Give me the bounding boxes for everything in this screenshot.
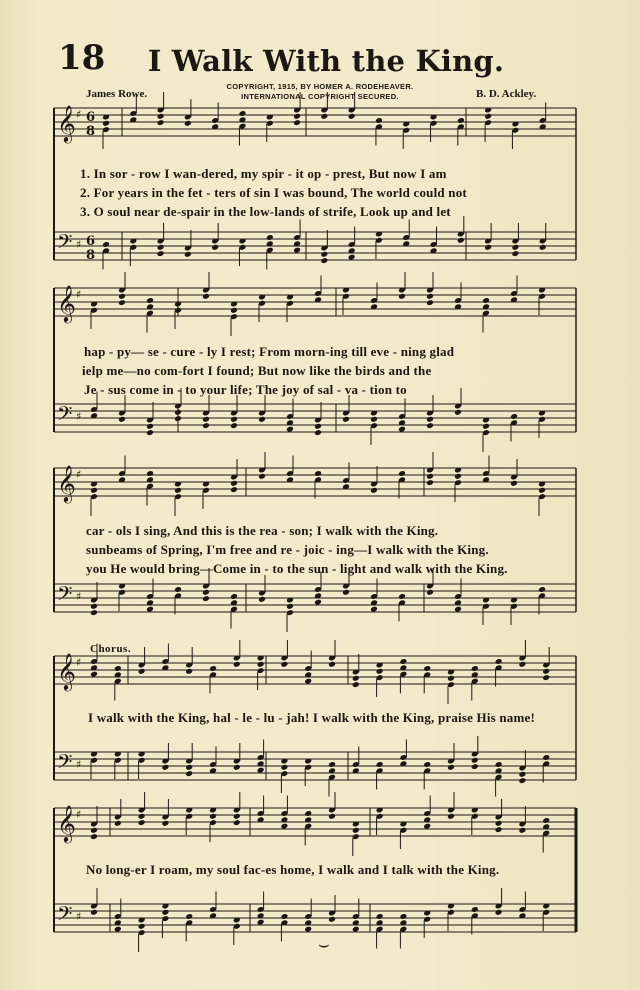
- note-head: [320, 113, 328, 120]
- note-head: [90, 609, 98, 616]
- note-head: [511, 244, 519, 251]
- note-head: [185, 668, 193, 675]
- lyric-line: 2. For years in the fet - ters of sin I was bound, The world could not: [80, 185, 467, 200]
- note-head: [211, 244, 219, 251]
- note-head: [320, 257, 328, 264]
- note-head: [138, 819, 146, 826]
- lyric-line: 3. O soul near de-spair in the low-lands of strife, Look up and let: [80, 204, 451, 219]
- bass-clef-icon: 𝄢: [57, 402, 73, 430]
- time-signature: 6: [86, 110, 96, 125]
- note-head: [511, 250, 519, 257]
- lyricist-credit: James Rowe.: [86, 88, 148, 100]
- lyric-line: No long-er I roam, my soul fac-es home, I walk and I talk with the King.: [86, 862, 500, 877]
- copyright-line: INTERNATIONAL COPYRIGHT SECURED.: [241, 92, 399, 101]
- note-head: [471, 757, 479, 764]
- note-head: [454, 473, 462, 480]
- note-head: [230, 422, 238, 429]
- note-head: [542, 674, 550, 681]
- note-head: [352, 675, 360, 682]
- note-head: [542, 668, 550, 675]
- note-head: [484, 113, 492, 120]
- note-head: [471, 665, 479, 672]
- note-head: [161, 764, 169, 771]
- note-head: [202, 422, 210, 429]
- note-head: [423, 761, 431, 768]
- note-head: [230, 307, 238, 314]
- treble-clef-icon: 𝄞: [57, 284, 76, 322]
- key-signature-sharp-icon: ♯: [76, 910, 82, 923]
- note-head: [370, 487, 378, 494]
- note-head: [185, 770, 193, 777]
- note-head: [370, 606, 378, 613]
- bass-clef-icon: 𝄢: [57, 582, 73, 610]
- note-head: [304, 678, 312, 685]
- note-head: [114, 820, 122, 827]
- note-head: [185, 764, 193, 771]
- note-head: [174, 586, 182, 593]
- note-head: [258, 596, 266, 603]
- key-signature-sharp-icon: ♯: [76, 108, 82, 121]
- note-head: [426, 479, 434, 486]
- note-head: [230, 486, 238, 493]
- note-head: [286, 603, 294, 610]
- lyric-line: I walk with the King, hal - le - lu - jah! I walk with the King, praise His name!: [88, 710, 536, 725]
- note-head: [239, 110, 247, 117]
- note-head: [230, 416, 238, 423]
- note-head: [495, 658, 503, 665]
- note-head: [328, 813, 336, 820]
- note-head: [157, 244, 165, 251]
- note-head: [230, 593, 238, 600]
- time-signature: 8: [86, 124, 96, 139]
- note-head: [233, 764, 241, 771]
- note-head: [376, 761, 384, 768]
- note-head: [233, 819, 241, 826]
- note-head: [342, 416, 350, 423]
- note-head: [426, 473, 434, 480]
- treble-clef-icon: 𝄞: [57, 104, 76, 142]
- note-head: [146, 429, 154, 436]
- note-head: [174, 415, 182, 422]
- note-head: [376, 668, 384, 675]
- note-head: [157, 113, 165, 120]
- note-head: [280, 764, 288, 771]
- note-head: [293, 247, 301, 254]
- note-head: [138, 668, 146, 675]
- note-head: [118, 416, 126, 423]
- bass-clef-icon: 𝄢: [57, 230, 73, 258]
- note-head: [146, 606, 154, 613]
- note-head: [398, 426, 406, 433]
- note-head: [454, 409, 462, 416]
- note-head: [202, 293, 210, 300]
- note-head: [510, 413, 518, 420]
- note-head: [90, 671, 98, 678]
- treble-clef-icon: 𝄞: [57, 464, 76, 502]
- note-head: [138, 813, 146, 820]
- note-head: [495, 826, 503, 833]
- lyric-line: Je - sus come in - to your life; The joy of sal - va - tion to: [84, 382, 407, 397]
- note-head: [184, 251, 192, 258]
- note-head: [233, 813, 241, 820]
- lyric-line: you He would bring—Come in - to the sun - light and walk with the King.: [86, 561, 508, 576]
- note-head: [157, 119, 165, 126]
- copyright-line: COPYRIGHT, 1915, BY HOMER A. RODEHEAVER.: [226, 82, 414, 91]
- note-head: [510, 480, 518, 487]
- note-head: [314, 429, 322, 436]
- note-head: [114, 665, 122, 672]
- note-head: [518, 771, 526, 778]
- note-head: [90, 833, 98, 840]
- note-head: [542, 817, 550, 824]
- time-signature: 6: [86, 234, 96, 249]
- note-head: [447, 813, 455, 820]
- key-signature-sharp-icon: ♯: [76, 238, 82, 251]
- note-head: [138, 923, 146, 930]
- note-head: [102, 241, 110, 248]
- hymn-title: I Walk With the King.: [147, 44, 505, 78]
- note-head: [539, 244, 547, 251]
- note-head: [447, 675, 455, 682]
- treble-clef-icon: 𝄞: [57, 804, 76, 842]
- note-head: [257, 919, 265, 926]
- note-head: [202, 416, 210, 423]
- note-head: [328, 661, 336, 668]
- note-head: [426, 416, 434, 423]
- lyric-line: car - ols I sing, And this is the rea - son; I walk with the King.: [86, 523, 439, 538]
- note-head: [426, 422, 434, 429]
- note-head: [258, 473, 266, 480]
- note-head: [495, 909, 503, 916]
- note-head: [114, 926, 122, 933]
- note-head: [484, 244, 492, 251]
- lyric-line: 1. In sor - row I wan-dered, my spir - it op - prest, But now I am: [80, 166, 447, 181]
- note-head: [90, 909, 98, 916]
- note-head: [426, 293, 434, 300]
- note-head: [184, 120, 192, 127]
- note-head: [174, 409, 182, 416]
- key-signature-sharp-icon: ♯: [76, 410, 82, 423]
- note-head: [370, 416, 378, 423]
- note-head: [348, 254, 356, 261]
- key-signature-sharp-icon: ♯: [76, 808, 82, 821]
- note-head: [375, 117, 383, 124]
- note-head: [518, 777, 526, 784]
- lyric-line: ielp me—no com-fort I found; But now like the birds and the: [82, 363, 432, 378]
- note-head: [426, 299, 434, 306]
- note-head: [146, 423, 154, 430]
- note-head: [90, 827, 98, 834]
- note-head: [457, 237, 465, 244]
- note-head: [304, 810, 312, 817]
- note-head: [482, 423, 490, 430]
- key-signature-sharp-icon: ♯: [76, 468, 82, 481]
- note-head: [457, 117, 465, 124]
- note-head: [233, 661, 241, 668]
- note-head: [454, 606, 462, 613]
- note-head: [399, 913, 407, 920]
- note-head: [342, 589, 350, 596]
- note-head: [495, 761, 503, 768]
- note-head: [157, 250, 165, 257]
- note-head: [314, 470, 322, 477]
- note-head: [314, 423, 322, 430]
- note-head: [118, 299, 126, 306]
- note-head: [328, 761, 336, 768]
- note-head: [471, 906, 479, 913]
- composer-credit: B. D. Ackley.: [476, 88, 537, 100]
- note-head: [399, 658, 407, 665]
- fermata-ornament-icon: ⌣: [318, 934, 330, 955]
- note-head: [352, 681, 360, 688]
- note-head: [257, 767, 265, 774]
- note-head: [376, 913, 384, 920]
- note-head: [185, 913, 193, 920]
- note-head: [161, 820, 169, 827]
- note-head: [258, 416, 266, 423]
- note-head: [495, 820, 503, 827]
- note-head: [398, 470, 406, 477]
- note-head: [266, 234, 274, 241]
- lyric-line: hap - py— se - cure - ly I rest; From morn-ing till eve - ning glad: [84, 344, 455, 359]
- note-head: [447, 764, 455, 771]
- note-head: [471, 763, 479, 770]
- note-head: [426, 589, 434, 596]
- note-head: [352, 827, 360, 834]
- note-head: [146, 470, 154, 477]
- note-head: [398, 593, 406, 600]
- note-head: [518, 827, 526, 834]
- note-head: [209, 665, 217, 672]
- bass-clef-icon: 𝄢: [57, 750, 73, 778]
- note-head: [538, 586, 546, 593]
- note-head: [542, 754, 550, 761]
- note-head: [161, 909, 169, 916]
- note-head: [209, 813, 217, 820]
- note-head: [102, 120, 110, 127]
- note-head: [314, 599, 322, 606]
- note-head: [348, 113, 356, 120]
- note-head: [118, 293, 126, 300]
- note-head: [304, 926, 312, 933]
- bass-clef-icon: 𝄢: [57, 902, 73, 930]
- note-head: [352, 926, 360, 933]
- note-head: [398, 293, 406, 300]
- time-signature: 8: [86, 248, 96, 263]
- note-head: [538, 487, 546, 494]
- note-head: [90, 603, 98, 610]
- note-head: [146, 297, 154, 304]
- note-head: [280, 913, 288, 920]
- note-head: [293, 113, 301, 120]
- key-signature-sharp-icon: ♯: [76, 758, 82, 771]
- note-head: [257, 661, 265, 668]
- note-head: [230, 480, 238, 487]
- chorus-label: Chorus.: [90, 643, 132, 655]
- note-head: [202, 595, 210, 602]
- note-head: [423, 665, 431, 672]
- note-head: [293, 119, 301, 126]
- note-head: [280, 823, 288, 830]
- note-head: [328, 916, 336, 923]
- note-head: [202, 589, 210, 596]
- hymn-number: 18: [58, 38, 106, 78]
- key-signature-sharp-icon: ♯: [76, 656, 82, 669]
- note-head: [90, 487, 98, 494]
- note-head: [286, 426, 294, 433]
- lyric-line: sunbeams of Spring, I'm free and re - joic - ing—I walk with the King.: [86, 542, 489, 557]
- note-head: [423, 823, 431, 830]
- key-signature-sharp-icon: ♯: [76, 288, 82, 301]
- note-head: [280, 661, 288, 668]
- note-head: [482, 297, 490, 304]
- note-head: [518, 661, 526, 668]
- note-head: [320, 251, 328, 258]
- treble-clef-icon: 𝄞: [57, 652, 76, 690]
- note-head: [174, 487, 182, 494]
- key-signature-sharp-icon: ♯: [76, 590, 82, 603]
